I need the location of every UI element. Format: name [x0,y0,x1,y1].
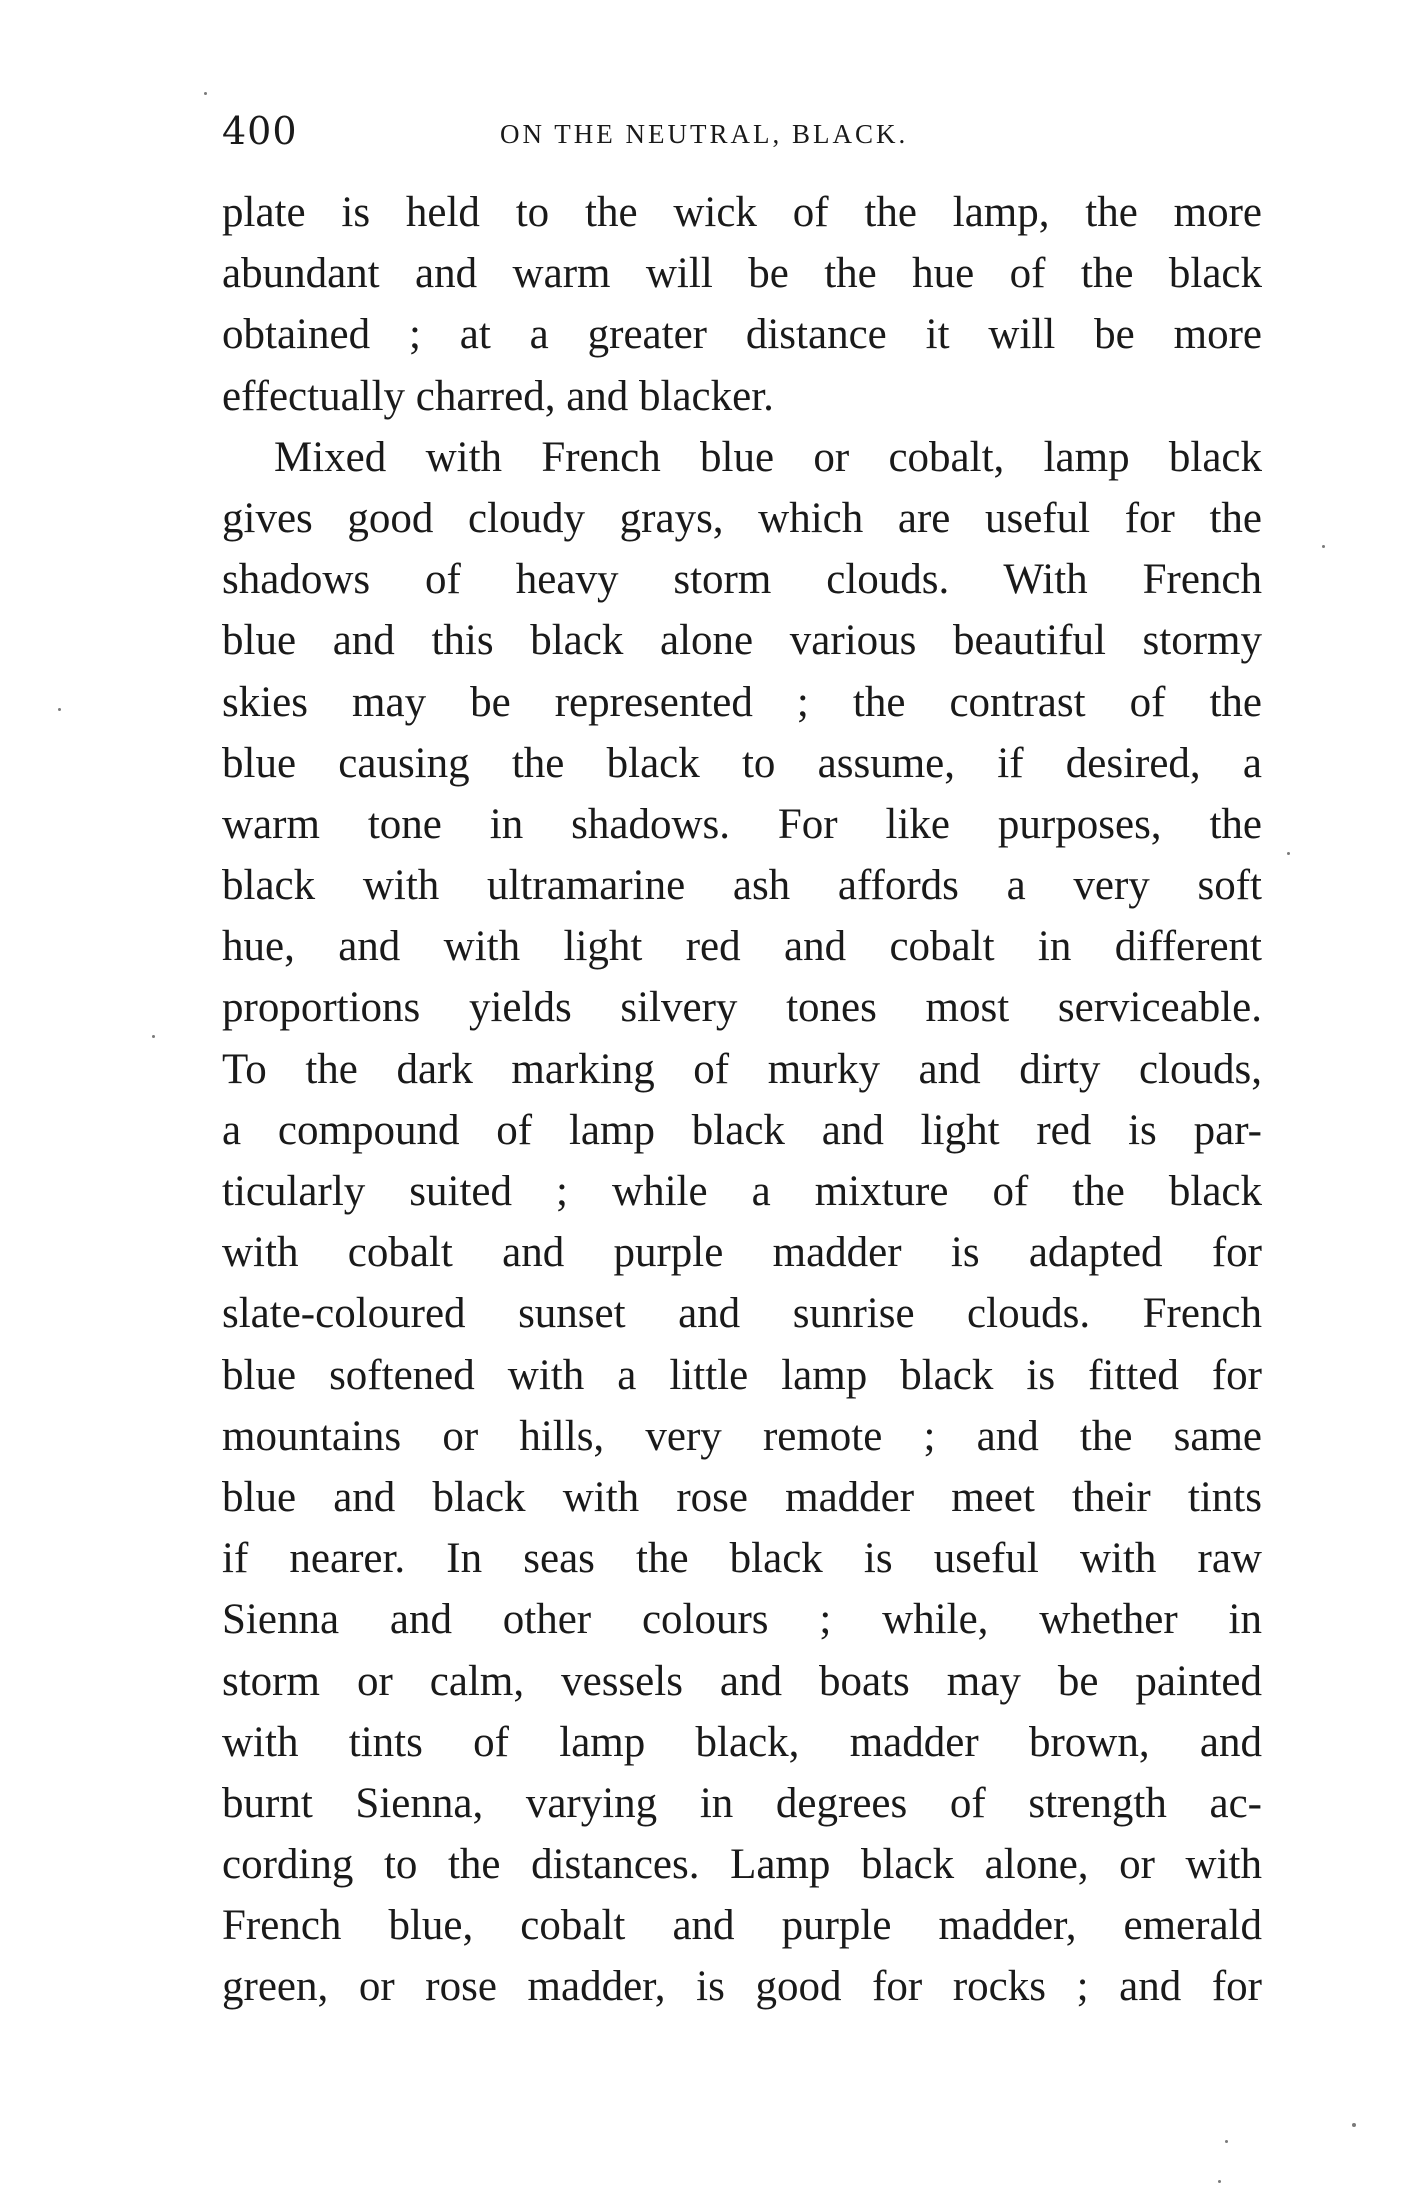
paper-speck [1218,2180,1221,2183]
text-line: ticularly suited ; while a mixture of the black [222,1168,1262,1215]
paper-speck [204,92,207,95]
text-line: if nearer. In seas the black is useful with raw [222,1535,1262,1583]
text-line: blue causing the black to assume, if desired, a [222,739,1262,787]
paper-speck [1322,545,1325,548]
text-line: green, or rose madder, is good for rocks ; and for [222,1963,1262,2011]
body-text [222,182,1262,2018]
text-line: To the dark marking of murky and dirty clouds, [222,1045,1262,1093]
text-line: burnt Sienna, varying in degrees of strength ac- [222,1779,1262,1827]
page-header [0,106,1412,156]
text-line: abundant and warm will be the hue of the black [222,250,1262,298]
text-line: mountains or hills, very remote ; and the same [222,1412,1262,1460]
text-line: plate is held to the wick of the lamp, the more [222,189,1262,236]
text-line: French blue, cobalt and purple madder, emerald [222,1902,1262,1950]
text-line: warm tone in shadows. For like purposes, the [222,800,1262,848]
text-line: Sienna and other colours ; while, whether in [222,1596,1262,1644]
text-line: blue and black with rose madder meet their tints [222,1473,1262,1521]
text-line: storm or calm, vessels and boats may be painted [222,1657,1262,1705]
text-line: shadows of heavy storm clouds. With French [222,556,1262,604]
paper-speck [1352,2123,1356,2127]
paper-speck [152,1035,155,1038]
text-line: cording to the distances. Lamp black alone, or with [222,1841,1262,1889]
text-line: gives good cloudy grays, which are useful for the [222,494,1262,542]
text-line: Mixed with French blue or cobalt, lamp black [274,433,1262,481]
paper-speck [58,708,61,711]
text-line: effectually charred, and blacker. [222,372,774,420]
paper-speck [1287,852,1290,855]
text-line: with tints of lamp black, madder brown, and [222,1718,1262,1766]
text-line: obtained ; at a greater distance it will be more [222,311,1262,359]
text-line: blue softened with a little lamp black is fitted for [222,1351,1262,1399]
text-line: blue and this black alone various beautiful stormy [222,617,1262,665]
text-line: a compound of lamp black and light red is par- [222,1106,1262,1154]
running-head: ON THE NEUTRAL, BLACK. [500,119,909,149]
text-line: skies may be represented ; the contrast of the [222,678,1262,726]
text-line: proportions yields silvery tones most serviceable. [222,984,1262,1032]
text-line: hue, and with light red and cobalt in different [222,923,1262,971]
text-line: with cobalt and purple madder is adapted for [222,1229,1262,1277]
text-line: black with ultramarine ash affords a very soft [222,862,1262,910]
text-line: slate-coloured sunset and sunrise clouds. French [222,1290,1262,1338]
page-number: 400 [222,109,298,153]
paper-speck [1225,2140,1228,2143]
